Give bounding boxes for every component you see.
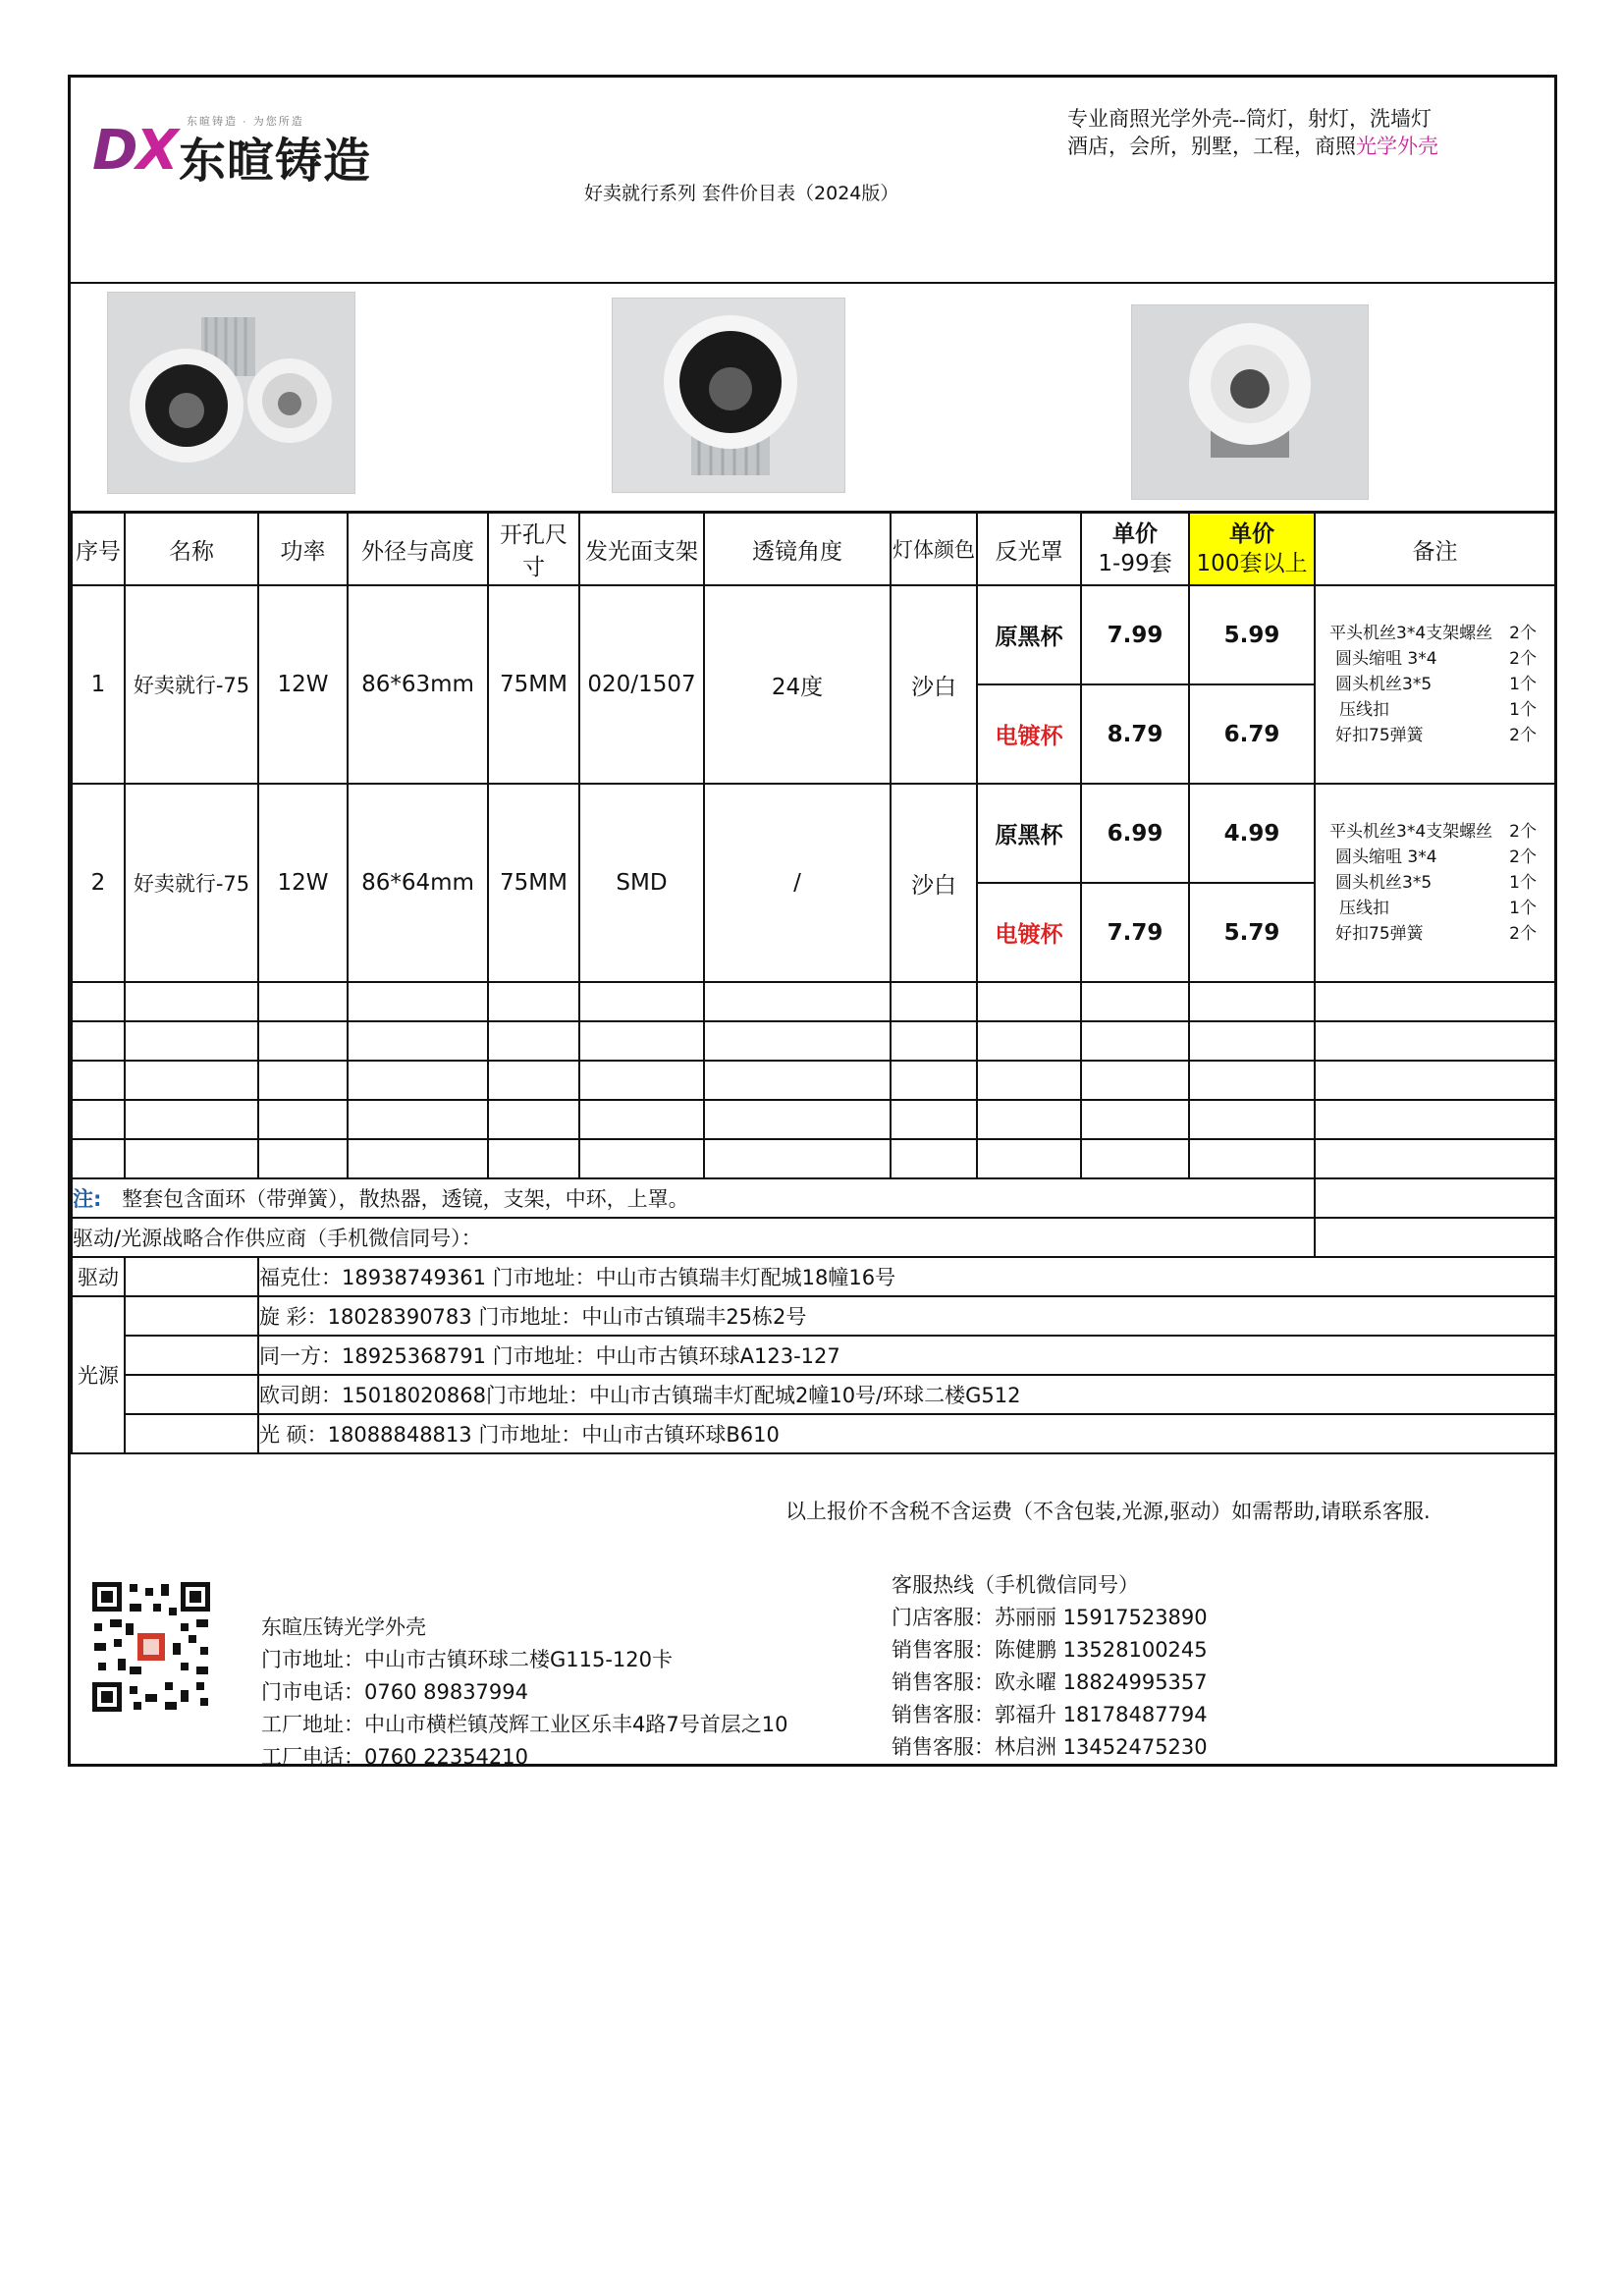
hotline-title: 客服热线（手机微信同号）	[892, 1573, 1139, 1597]
header-bracket: 发光面支架	[579, 513, 704, 585]
price-footnote: 以上报价不含税不含运费（不含包装,光源,驱动）如需帮助,请联系客服.	[785, 1500, 1431, 1523]
price-sheet	[68, 75, 1557, 1767]
company-info	[261, 1612, 787, 1774]
logo-tagline: 东暄铸造 · 为您所造	[187, 116, 304, 128]
contact-line: 销售客服：郭福升 18178487794	[892, 1703, 1208, 1726]
supplier-title-row: 驱动/光源战略合作供应商（手机微信同号）：	[72, 1218, 1555, 1257]
factory-address: 工厂地址：中山市横栏镇茂辉工业区乐丰4路7号首层之10	[261, 1713, 788, 1736]
document-title: 好卖就行系列 套件价目表（2024版）	[584, 183, 899, 204]
logo-text: 东暄铸造	[179, 134, 372, 189]
company-name: 东暄压铸光学外壳	[261, 1615, 426, 1639]
header-remark: 备注	[1315, 513, 1555, 585]
header-price-2: 单价 100套以上	[1189, 513, 1315, 585]
contact-line: 销售客服：欧永曜 18824995357	[892, 1670, 1208, 1694]
header-size: 外径与高度	[348, 513, 488, 585]
supplier-row: 欧司朗：15018020868门市地址：中山市古镇瑞丰灯配城2幢10号/环球二楼G512	[72, 1375, 1555, 1414]
remark-list: 平头机丝3*4支架螺丝 2个 圆头缩咀 3*4 2个 圆头机丝3*5 1个 压线扣 1个 好扣75弹簧 2个	[1315, 585, 1555, 784]
factory-phone: 工厂电话：0760 22354210	[261, 1745, 529, 1769]
empty-row	[72, 1100, 1555, 1139]
store-phone: 门市电话：0760 89837994	[261, 1680, 529, 1704]
price-table	[71, 512, 1556, 1454]
supplier-row: 光源 旋 彩：18028390783 门市地址：中山市古镇瑞丰25栋2号	[72, 1296, 1555, 1336]
table-row: 电镀杯 8.79 6.79	[72, 684, 1555, 784]
qr-code	[90, 1580, 212, 1714]
header-color: 灯体颜色	[891, 513, 977, 585]
product-photo-1	[107, 292, 355, 494]
note-row	[72, 1178, 1555, 1218]
hotline-info	[892, 1569, 1208, 1764]
company-tagline	[1067, 105, 1438, 160]
empty-row	[72, 1021, 1555, 1061]
table-row: 1 好卖就行-75 12W 86*63mm 75MM 020/1507 24度 沙白 原黑杯 7.99 5.99 平头机丝3*4支架螺丝 2个 圆头缩咀 3*4 2个 圆头机丝3*5 1个 压线扣 1个 好扣75弹簧 2个	[72, 585, 1555, 684]
header-power: 功率	[258, 513, 348, 585]
contact-line: 门店客服：苏丽丽 15917523890	[892, 1606, 1208, 1629]
header-reflector: 反光罩	[977, 513, 1081, 585]
contact-line: 销售客服：林启洲 13452475230	[892, 1735, 1208, 1759]
product-photo-2	[612, 298, 845, 493]
tagline-line-2: 酒店，会所，别墅，工程，商照光学外壳	[1067, 135, 1438, 158]
empty-row	[72, 1061, 1555, 1100]
logo-mark: DX	[92, 119, 177, 183]
contact-line: 销售客服：陈健鹏 13528100245	[892, 1638, 1208, 1662]
header-lens: 透镜角度	[704, 513, 891, 585]
header-no: 序号	[72, 513, 125, 585]
note-label: 注:	[73, 1187, 102, 1211]
table-row: 电镀杯 7.79 5.79	[72, 883, 1555, 982]
remark-list: 平头机丝3*4支架螺丝 2个 圆头缩咀 3*4 2个 圆头机丝3*5 1个 压线扣 1个 好扣75弹簧 2个	[1315, 784, 1555, 982]
header-name: 名称	[125, 513, 258, 585]
table-header	[72, 513, 1555, 585]
product-photo-3	[1131, 304, 1369, 500]
header-cutout: 开孔尺寸	[488, 513, 579, 585]
driver-label: 驱动	[72, 1257, 125, 1296]
empty-row	[72, 1139, 1555, 1178]
header-price-1: 单价 1-99套	[1081, 513, 1189, 585]
empty-row	[72, 982, 1555, 1021]
light-source-label: 光源	[72, 1296, 125, 1453]
store-address: 门市地址：中山市古镇环球二楼G115-120卡	[261, 1648, 674, 1671]
tagline-line-1: 专业商照光学外壳--筒灯，射灯，洗墙灯	[1067, 107, 1432, 131]
table-row: 2 好卖就行-75 12W 86*64mm 75MM SMD / 沙白 原黑杯 6.99 4.99 平头机丝3*4支架螺丝 2个 圆头缩咀 3*4 2个 圆头机丝3*5 1个 压线扣 1个 好扣75弹簧 2个	[72, 784, 1555, 883]
supplier-row: 驱动 福克仕：18938749361 门市地址：中山市古镇瑞丰灯配城18幢16号	[72, 1257, 1555, 1296]
supplier-row: 光 硕：18088848813 门市地址：中山市古镇环球B610	[72, 1414, 1555, 1453]
supplier-row: 同一方：18925368791 门市地址：中山市古镇环球A123-127	[72, 1336, 1555, 1375]
note-text: 整套包含面环（带弹簧），散热器，透镜，支架，中环，上罩。	[122, 1187, 689, 1211]
company-logo	[92, 113, 387, 189]
